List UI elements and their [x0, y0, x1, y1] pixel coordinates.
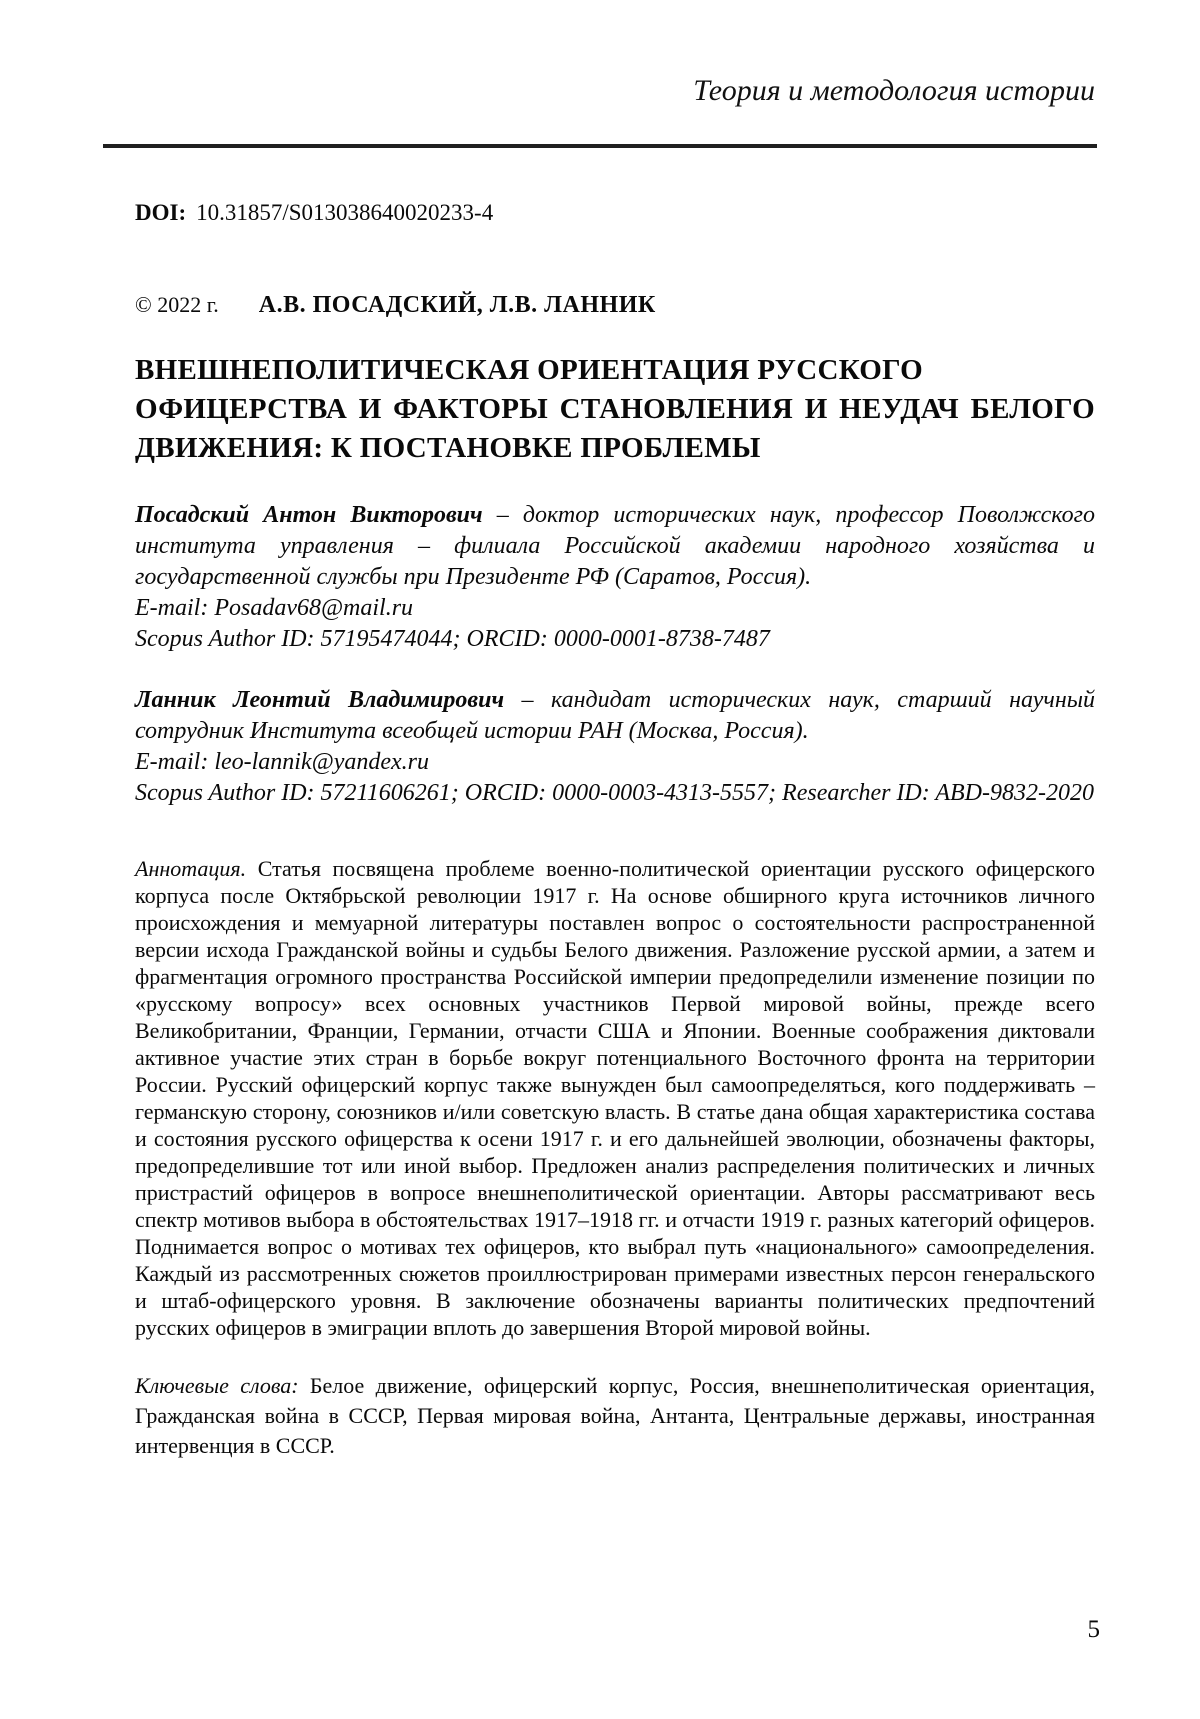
title-line-1: ВНЕШНЕПОЛИТИЧЕСКАЯ ОРИЕНТАЦИЯ РУССКОГО: [135, 354, 924, 386]
running-head: Теория и методология истории: [693, 74, 1095, 107]
keywords-label: Ключевые слова:: [135, 1373, 299, 1398]
page-content: [135, 200, 1095, 1461]
author-ids: Scopus Author ID: 57195474044; ORCID: 0000-0001-8738-7487: [135, 626, 770, 652]
author-description: – доктор исторических наук, профессор Поволжского института управления – филиала Российской академии народного хозяйства и государственной службы при Президенте РФ (Саратов, Россия).: [135, 502, 1095, 590]
title-line-2: ОФИЦЕРСТВА И ФАКТОРЫ СТАНОВЛЕНИЯ И НЕУДАЧ БЕЛОГО: [135, 393, 1095, 425]
author-description: – кандидат исторических наук, старший научный сотрудник Института всеобщей истории РАН (Москва, Россия).: [135, 687, 1095, 744]
author-email: E-mail: leo-lannik@yandex.ru: [135, 749, 429, 775]
header-rule: [103, 144, 1097, 148]
bio-paragraph: [135, 685, 1095, 747]
author-bio-lannik: [135, 685, 1095, 809]
article-title: [135, 351, 1095, 468]
author-ids: Scopus Author ID: 57211606261; ORCID: 0000-0003-4313-5557; Researcher ID: ABD-9832-2020: [135, 780, 1094, 806]
author-bio-posadsky: [135, 500, 1095, 655]
copyright-year: © 2022 г.: [135, 292, 219, 317]
keywords-text: Белое движение, офицерский корпус, Россия, внешнеполитическая ориентация, Гражданская война в СССР, Первая мировая война, Антанта, Центральные державы, иностранная интервенция в СССР.: [135, 1373, 1095, 1458]
author-email: E-mail: Posadav68@mail.ru: [135, 595, 414, 621]
bio-paragraph: [135, 500, 1095, 593]
doi-label: DOI:: [135, 200, 187, 225]
page-number: 5: [1087, 1616, 1100, 1643]
keywords: [135, 1371, 1095, 1461]
abstract-label: Аннотация.: [135, 856, 247, 881]
abstract: [135, 855, 1095, 1341]
abstract-text: Статья посвящена проблеме военно-политической ориентации русского офицерского корпуса после Октябрьской революции 1917 г. На основе обширного круга источников личного происхождения и мемуарной литературы поставлен вопрос о состоятельности распространенной версии исхода Гражданской войны и судьбы Белого движения. Разложение русской армии, а затем и фрагментация огромного пространства Российской империи предопределили изменение позиции по «русскому вопросу» всех основных участников Первой мировой войны, прежде всего Великобритании, Франции, Германии, отчасти США и Японии. Военные соображения диктовали активное участие этих стран в борьбе вокруг потенциального Восточного фронта на территории России. Русский офицерский корпус также вынужден был самоопределяться, кого поддерживать – германскую сторону, союзников и/или советскую власть. В статье дана общая характеристика состава и состояния русского офицерства к осени 1917 г. и его дальнейшей эволюции, обозначены факторы, предопределившие тот или иной выбор. Предложен анализ распределения политических и личных пристрастий офицеров в вопросе внешнеполитической ориентации. Авторы рассматривают весь спектр мотивов выбора в обстоятельствах 1917–1918 гг. и отчасти 1919 г. разных категорий офицеров. Поднимается вопрос о мотивах тех офицеров, кто выбрал путь «национального» самоопределения. Каждый из рассмотренных сюжетов проиллюстрирован примерами известных персон генеральского и штаб-офицерского уровня. В заключение обозначены варианты политических предпочтений русских офицеров в эмиграции вплоть до завершения Второй мировой войны.: [135, 856, 1095, 1340]
copyright-line: [135, 292, 1095, 319]
authors: А.В. ПОСАДСКИЙ, Л.В. ЛАННИК: [258, 292, 656, 318]
doi-line: [135, 200, 1095, 226]
author-name: Посадский Антон Викторович: [135, 502, 483, 528]
doi-value: 10.31857/S013038640020233-4: [196, 200, 494, 225]
title-line-3: ДВИЖЕНИЯ: К ПОСТАНОВКЕ ПРОБЛЕМЫ: [135, 432, 761, 464]
author-name: Ланник Леонтий Владимирович: [135, 687, 505, 713]
